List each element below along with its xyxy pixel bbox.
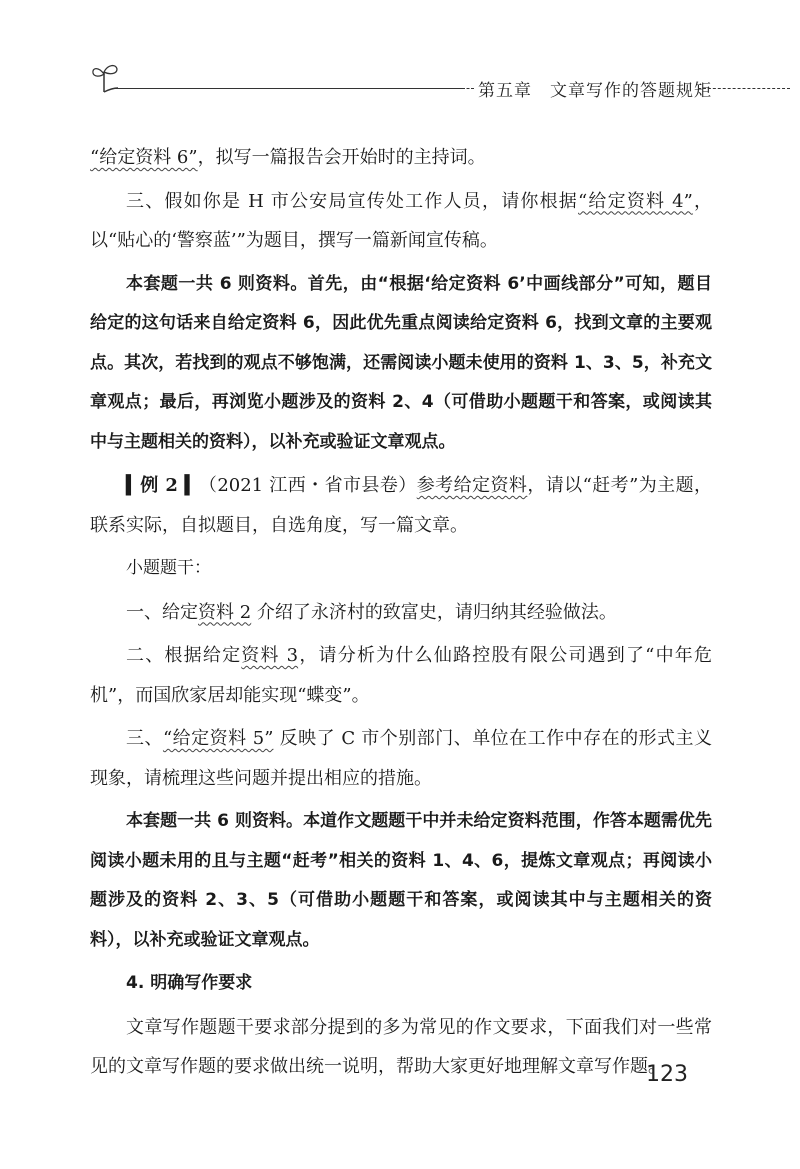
analysis-paragraph-2: 本套题一共 6 则资料。本道作文题题干中并未给定资料范围，作答本题需优先阅读小题未用的且与主题“赶考”相关的资料 1、4、6，提炼文章观点；再阅读小题涉及的资料 2、3、5（可借助小题题干和答案，或阅读其中与主题相关的资料），以补充或验证文章观点。 [90, 811, 712, 950]
material-ref: 参考给定资料 [416, 475, 528, 496]
running-header [478, 76, 712, 101]
header-rule-right [698, 88, 790, 89]
analysis-paragraph-1: 本套题一共 6 则资料。首先，由“根据‘给定资料 6’中画线部分”可知，题目给定的这句话来自给定资料 6，因此优先重点阅读给定资料 6，找到文章的主要观点。其次，若找到的观点不够饱满，还需阅读小题未使用的资料 1、3、5，补充文章观点；最后，再浏览小题涉及的资料 2、4（可借助小题题干和答案，或阅读其中与主题相关的资料），以补充或验证文章观点。 [90, 273, 712, 452]
material-ref: 资料 3 [241, 645, 299, 666]
sub-question-2: 二、根据给定资料 3，请分析为什么仙路控股有限公司遇到了“中年危机”，而国欣家居却能实现“蝶变”。 [90, 645, 712, 706]
paragraph-p1: “给定资料 6”，拟写一篇报告会开始时的主持词。 [90, 147, 486, 168]
chapter-title: 文章写作的答题规矩 [550, 81, 712, 101]
sub-question-1: 一、给定资料 2 介绍了永济村的致富史，请归纳其经验做法。 [126, 601, 617, 623]
example-2: ▍例 2 ▍（2021 江西・省市县卷）参考给定资料，请以“赶考”为主题，联系实际，自拟题目，自选角度，写一篇文章。 [90, 475, 713, 536]
header-rule [112, 88, 462, 89]
material-ref: “给定资料 5” [162, 728, 274, 749]
page-number: 123 [646, 1062, 688, 1087]
material-ref: “给定资料 4” [578, 190, 693, 212]
section-heading: 4. 明确写作要求 [126, 973, 253, 993]
sub-question-3: 三、“给定资料 5” 反映了 C 市个别部门、单位在工作中存在的形式主义现象，请梳理这些问题并提出相应的措施。 [90, 728, 713, 789]
page-header [0, 0, 800, 110]
material-ref: “给定资料 6” [90, 147, 198, 168]
header-dash [462, 88, 474, 89]
material-ref: 资料 2 [198, 601, 252, 623]
example-tag: ▍例 2 ▍ [126, 475, 199, 496]
sub-questions-title: 小题题干： [126, 558, 211, 578]
question-3: 三、假如你是 H 市公安局宣传处工作人员，请你根据“给定资料 4”，以“贴心的‘警察蓝’”为题目，撰写一篇新闻宣传稿。 [90, 190, 713, 251]
page-body [90, 138, 712, 1091]
body-paragraph: 文章写作题题干要求部分提到的多为常见的作文要求，下面我们对一些常见的文章写作题的要求做出统一说明，帮助大家更好地理解文章写作题。 [90, 1016, 712, 1077]
chapter-label: 第五章 [478, 81, 532, 101]
